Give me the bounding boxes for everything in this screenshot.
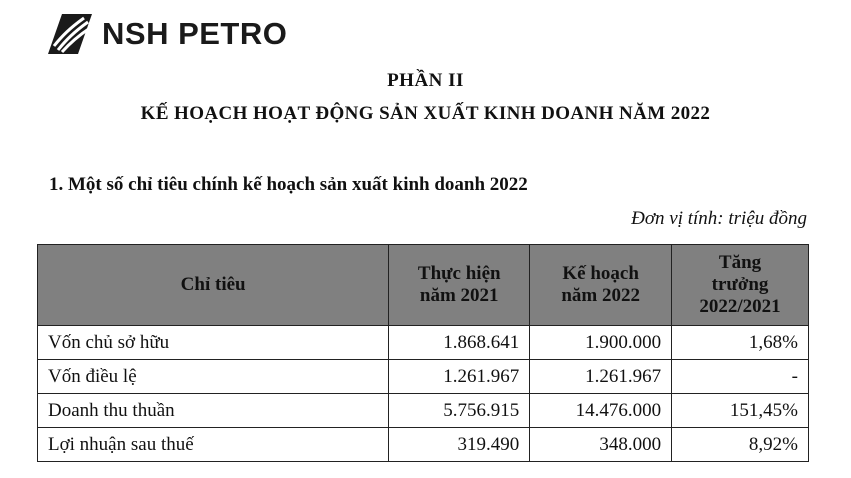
company-logo: [44, 8, 287, 58]
cell-actual-2021: 1.868.641: [389, 326, 530, 360]
row-label: Lợi nhuận sau thuế: [38, 428, 389, 462]
cell-actual-2021: 319.490: [389, 428, 530, 462]
cell-plan-2022: 1.900.000: [530, 326, 672, 360]
row-label: Vốn điều lệ: [38, 360, 389, 394]
table-row: [38, 428, 809, 462]
part-heading: PHẦN II: [387, 70, 464, 91]
cell-plan-2022: 14.476.000: [530, 394, 672, 428]
cell-actual-2021: 1.261.967: [389, 360, 530, 394]
table-row: [38, 326, 809, 360]
header-growth: Tăng trưởng 2022/2021: [672, 245, 809, 326]
cell-growth: 151,45%: [672, 394, 809, 428]
table-row: [38, 394, 809, 428]
cell-growth: -: [672, 360, 809, 394]
document-title: KẾ HOẠCH HOẠT ĐỘNG SẢN XUẤT KINH DOANH NĂM 2022: [140, 103, 711, 124]
header-actual-2021: Thực hiện năm 2021: [389, 245, 530, 326]
cell-plan-2022: 1.261.967: [530, 360, 672, 394]
table-row: [38, 360, 809, 394]
row-label: Doanh thu thuần: [38, 394, 389, 428]
unit-note: Đơn vị tính: triệu đồng: [631, 208, 807, 229]
header-indicator: Chỉ tiêu: [38, 245, 389, 326]
cell-plan-2022: 348.000: [530, 428, 672, 462]
section-title: 1. Một số chỉ tiêu chính kế hoạch sản xuất kinh doanh 2022: [49, 174, 528, 195]
header-plan-2022: Kế hoạch năm 2022: [530, 245, 672, 326]
nsh-petro-logo-icon: [44, 10, 94, 56]
kpi-table: [37, 244, 809, 462]
row-label: Vốn chủ sở hữu: [38, 326, 389, 360]
cell-growth: 1,68%: [672, 326, 809, 360]
table-header-row: [38, 245, 809, 326]
cell-growth: 8,92%: [672, 428, 809, 462]
cell-actual-2021: 5.756.915: [389, 394, 530, 428]
logo-text: NSH PETRO: [102, 15, 288, 51]
